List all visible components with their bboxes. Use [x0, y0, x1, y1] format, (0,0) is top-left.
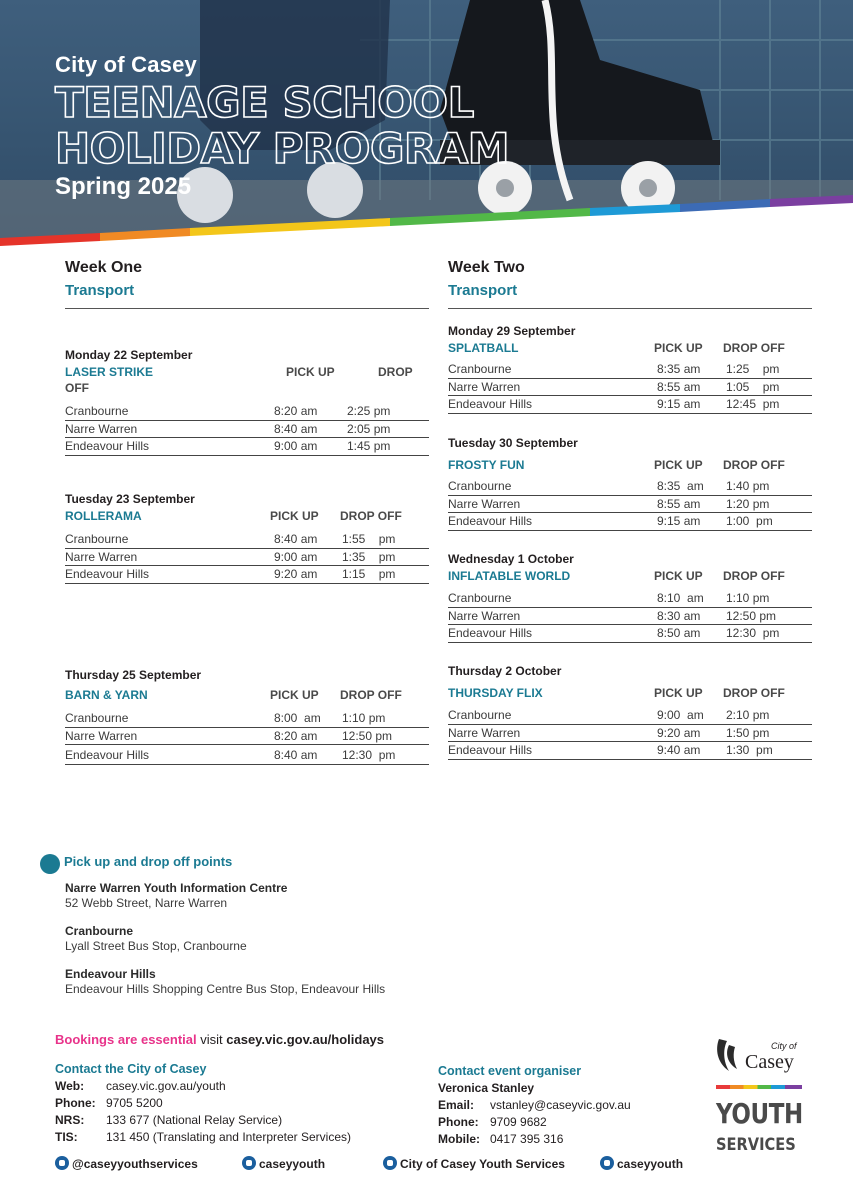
pickup-header: PICK UP — [270, 509, 319, 523]
pin-icon — [40, 854, 60, 874]
social-instagram[interactable]: @caseyyouthservices — [55, 1155, 198, 1173]
pickup-point: Endeavour Hills Endeavour Hills Shopping Centre Bus Stop, Endeavour Hills — [65, 967, 386, 996]
day-block — [448, 551, 812, 643]
facebook-icon — [242, 1156, 256, 1170]
contact-row: Web: casey.vic.gov.au/youth — [55, 1079, 226, 1093]
activity-name: INFLATABLE WORLD — [448, 569, 571, 583]
table-row: Cranbourne 9:00 am 2:10 pm — [448, 707, 812, 725]
snapchat-icon — [600, 1156, 614, 1170]
hero-title-line2: HOLIDAY PROGRAM — [55, 124, 510, 173]
hero-title-line1: TEENAGE SCHOOL — [55, 78, 474, 127]
dropoff-header: DROP OFF — [723, 569, 785, 583]
social-youtube[interactable]: City of Casey Youth Services — [383, 1155, 565, 1173]
table-row: Endeavour Hills 8:40 am 12:30 pm — [65, 745, 429, 765]
pickup-header: PICK UP — [270, 688, 319, 702]
hero-banner — [0, 0, 853, 255]
table-row: Endeavour Hills 9:20 am 1:15 pm — [65, 566, 429, 584]
pickup-header: PICK UP — [654, 569, 703, 583]
dropoff-header: DROP OFF — [340, 688, 402, 702]
contact-organiser-title: Contact event organiser — [438, 1064, 582, 1078]
hero-season: Spring 2025 — [55, 173, 192, 200]
day-title: Monday 29 September — [448, 324, 576, 338]
table-row: Endeavour Hills 9:15 am 1:00 pm — [448, 513, 812, 531]
table-row: Cranbourne 8:35 am 1:25 pm — [448, 361, 812, 379]
week-two-column — [448, 257, 812, 757]
contact-row: Email: vstanley@caseyvic.gov.au — [438, 1098, 631, 1112]
day-title: Thursday 2 October — [448, 664, 562, 678]
youtube-icon — [383, 1156, 397, 1170]
table-row: Cranbourne 8:00 am 1:10 pm — [65, 710, 429, 728]
hero-org: City of Casey — [55, 52, 197, 77]
pickup-point: Narre Warren Youth Information Centre 52 Webb Street, Narre Warren — [65, 881, 288, 910]
bookings-highlight: Bookings are essential — [55, 1032, 197, 1047]
table-row: Narre Warren 8:55 am 1:20 pm — [448, 496, 812, 514]
activity-name: ROLLERAMA — [65, 509, 142, 523]
pickup-header: PICK UP — [654, 458, 703, 472]
table-row: Cranbourne 8:35 am 1:40 pm — [448, 478, 812, 496]
bookings-line: Bookings are essential visit casey.vic.gov.au/holidays — [55, 1032, 385, 1047]
divider — [65, 303, 429, 309]
table-row: Narre Warren 8:20 am 12:50 pm — [65, 728, 429, 746]
city-of-casey-youth-logo: City of Casey YOUTH SERVICES — [713, 1035, 805, 1160]
week-title: Week One — [65, 259, 143, 276]
social-links — [55, 1155, 755, 1175]
day-block — [448, 435, 812, 531]
table-row: Cranbourne 8:10 am 1:10 pm — [448, 590, 812, 608]
day-block — [448, 663, 812, 760]
week-one-column — [65, 257, 429, 762]
dropoff-header: DROP OFF — [723, 341, 785, 355]
pickup-points-title: Pick up and drop off points — [64, 854, 233, 869]
day-block — [65, 667, 429, 765]
table-row: Endeavour Hills 9:15 am 12:45 pm — [448, 396, 812, 414]
web-link[interactable]: casey.vic.gov.au/youth — [106, 1079, 226, 1093]
contact-row: Phone: 9709 9682 — [438, 1115, 547, 1129]
table-row: Cranbourne 8:40 am 1:55 pm — [65, 531, 429, 549]
contact-city-title: Contact the City of Casey — [55, 1062, 207, 1076]
table-row: Endeavour Hills 9:00 am 1:45 pm — [65, 438, 429, 456]
day-title: Wednesday 1 October — [448, 552, 574, 566]
day-block — [65, 347, 429, 456]
week-subtitle: Transport — [448, 282, 518, 299]
table-row: Narre Warren 9:00 am 1:35 pm — [65, 549, 429, 567]
activity-name: SPLATBALL — [448, 341, 519, 355]
contact-row: NRS: 133 677 (National Relay Service) — [55, 1113, 283, 1127]
dropoff-header: DROP OFF — [340, 509, 402, 523]
bookings-link[interactable]: casey.vic.gov.au/holidays — [226, 1032, 385, 1047]
week-title: Week Two — [448, 259, 525, 276]
activity-name: BARN & YARN — [65, 688, 148, 702]
table-row: Cranbourne 8:20 am 2:25 pm — [65, 403, 429, 421]
contact-row: Phone: 9705 5200 — [55, 1096, 163, 1110]
pickup-points-section — [40, 852, 540, 997]
contact-row: Mobile: 0417 395 316 — [438, 1132, 564, 1146]
table-row: Narre Warren 8:55 am 1:05 pm — [448, 379, 812, 397]
activity-name: LASER STRIKE — [65, 365, 154, 379]
pickup-header: PICK UP — [654, 686, 703, 700]
pickup-header: PICK UP — [654, 341, 703, 355]
day-title: Tuesday 23 September — [65, 492, 195, 506]
instagram-icon — [55, 1156, 69, 1170]
table-row: Narre Warren 9:20 am 1:50 pm — [448, 725, 812, 743]
divider — [448, 303, 812, 309]
dropoff-header: DROP OFF — [723, 458, 785, 472]
activity-name: THURSDAY FLIX — [448, 686, 543, 700]
contact-row: TIS: 131 450 (Translating and Interpreter Services) — [55, 1130, 352, 1144]
dropoff-header: DROP — [378, 365, 413, 379]
pickup-header: PICK UP — [286, 365, 335, 379]
contact-organiser-block — [438, 1063, 698, 1148]
day-title: Thursday 25 September — [65, 668, 202, 682]
day-block — [65, 491, 429, 584]
day-title: Tuesday 30 September — [448, 436, 578, 450]
week-subtitle: Transport — [65, 282, 135, 299]
activity-name: FROSTY FUN — [448, 458, 525, 472]
pickup-point: Cranbourne Lyall Street Bus Stop, Cranbourne — [65, 924, 247, 953]
email-link[interactable]: vstanley@caseyvic.gov.au — [490, 1098, 631, 1112]
table-row: Endeavour Hills 8:50 am 12:30 pm — [448, 625, 812, 643]
table-row: Narre Warren 8:40 am 2:05 pm — [65, 421, 429, 439]
table-row: Narre Warren 8:30 am 12:50 pm — [448, 608, 812, 626]
day-title: Monday 22 September — [65, 348, 193, 362]
social-snapchat[interactable]: caseyyouth — [600, 1155, 683, 1173]
dropoff-header-wrap: OFF — [65, 381, 89, 395]
social-facebook[interactable]: caseyyouth — [242, 1155, 325, 1173]
logo-rainbow-bar — [716, 1085, 802, 1089]
table-row: Endeavour Hills 9:40 am 1:30 pm — [448, 742, 812, 760]
organiser-name: Veronica Stanley — [438, 1081, 535, 1095]
day-block — [448, 323, 812, 414]
dropoff-header: DROP OFF — [723, 686, 785, 700]
contact-city-block — [55, 1061, 415, 1146]
